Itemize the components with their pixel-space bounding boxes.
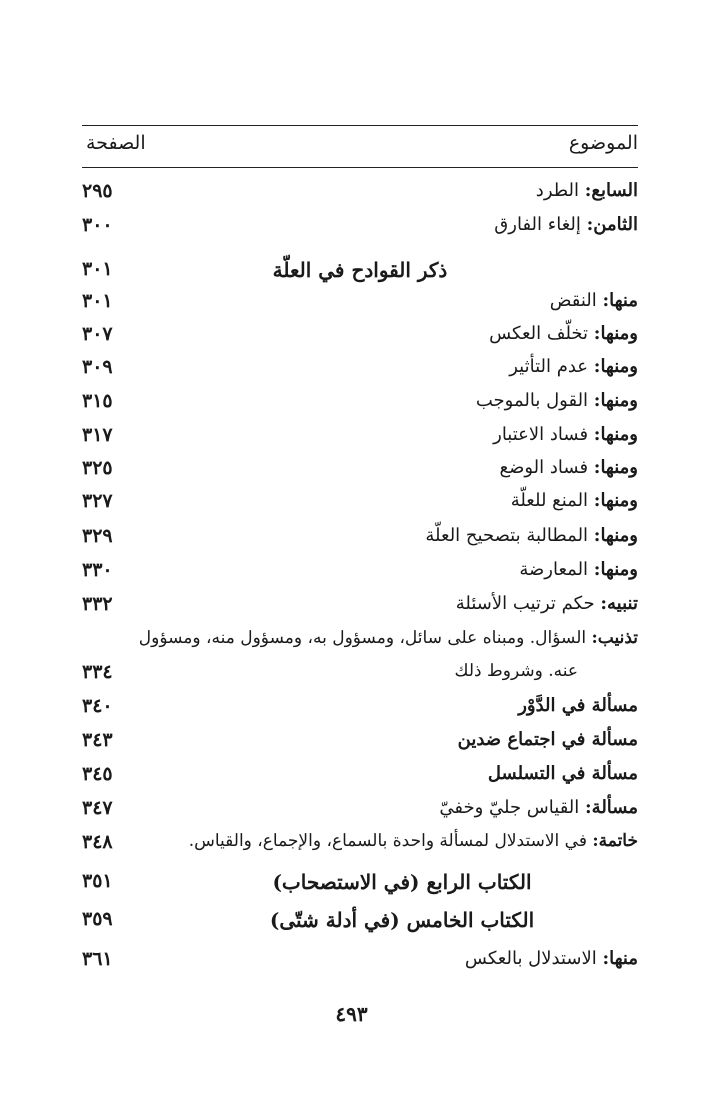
entry-page: ٢٩٥ [82, 180, 113, 202]
toc-entry [82, 831, 638, 865]
entry-page: ٣٠١ [82, 290, 113, 312]
toc-entry [82, 424, 638, 458]
entry-text: الكتاب الخامس (في أدلة شتّى) [269, 908, 535, 932]
entry-page: ٣٥١ [82, 870, 113, 892]
entry-text: الاستدلال بالعكس [464, 948, 597, 969]
entry-page: ٣٢٩ [82, 525, 113, 547]
toc-entry [82, 390, 638, 424]
entry-label: ومنها: [593, 424, 638, 445]
entry-text: الكتاب الرابع (في الاستصحاب) [272, 870, 532, 894]
entry-label: ومنها: [593, 356, 638, 377]
toc-entry [82, 763, 638, 797]
header-rule [82, 167, 638, 168]
entry-text: القول بالموجب [475, 390, 589, 411]
toc-entry [82, 457, 638, 491]
toc-entry [82, 593, 638, 627]
entry-text: مسألة في اجتماع ضدين [457, 729, 638, 750]
toc-entry-continuation [82, 661, 638, 691]
entry-page: ٣١٥ [82, 390, 113, 412]
entry-text: في الاستدلال لمسألة واحدة بالسماع، والإجماع، والقياس. [188, 831, 587, 851]
entry-page: ٣٠٧ [82, 323, 113, 345]
toc-entry [82, 797, 638, 831]
entry-text: السؤال. ومبناه على سائل، ومسؤول به، ومسؤول منه، ومسؤول [138, 628, 587, 648]
entry-page: ٣٠٩ [82, 356, 113, 378]
toc-entry [82, 695, 638, 729]
entry-label: الثامن: [586, 214, 638, 235]
toc-entry [82, 948, 638, 982]
toc-entry [82, 628, 638, 658]
entry-page: ٣٤٠ [82, 695, 113, 717]
entry-text: عدم التأثير [509, 356, 589, 377]
toc-entry [82, 290, 638, 324]
page-column-label: الصفحة [86, 132, 146, 154]
entry-page: ٣٤٨ [82, 831, 113, 853]
toc-entry [82, 729, 638, 763]
entry-text: المعارضة [519, 559, 589, 580]
toc-entry [82, 525, 638, 559]
top-rule [82, 125, 638, 126]
entry-text: ذكر القوادح في العلّة [272, 258, 448, 282]
topic-column-label: الموضوع [568, 132, 638, 154]
entry-label: خاتمة: [592, 831, 638, 851]
toc-entry [82, 180, 638, 214]
entry-label: مسألة: [585, 797, 638, 818]
entry-label: تذنيب: [591, 628, 638, 648]
entry-label: ومنها: [593, 390, 638, 411]
entry-text: حكم ترتيب الأسئلة [455, 593, 595, 614]
entry-page: ٣٣٠ [82, 559, 113, 581]
toc-entry [82, 214, 638, 248]
entry-text: فساد الوضع [499, 457, 589, 478]
entry-page: ٣٣٤ [82, 661, 113, 683]
entry-label: ومنها: [593, 525, 638, 546]
entry-label: ومنها: [593, 457, 638, 478]
entry-page: ٣٣٢ [82, 593, 113, 615]
entry-text: الطرد [535, 180, 579, 201]
entry-page: ٣٠٠ [82, 214, 113, 236]
page-number: ٤٩٣ [335, 1002, 368, 1026]
entry-text: تخلّف العكس [489, 323, 589, 344]
entry-text: عنه. وشروط ذلك [454, 661, 578, 681]
entry-text: مسألة في التسلسل [487, 763, 638, 784]
entry-label: تنبيه: [600, 593, 638, 614]
entry-page: ٣١٧ [82, 424, 113, 446]
entry-label: ومنها: [593, 323, 638, 344]
entry-page: ٣٠١ [82, 258, 113, 280]
entry-text: النقض [549, 290, 597, 311]
entry-text: القياس جليّ وخفيّ [439, 797, 580, 818]
entry-page: ٣٢٥ [82, 457, 113, 479]
entry-label: السابع: [584, 180, 638, 201]
table-header [82, 132, 638, 162]
entry-text: مسألة في الدَّوْر [518, 695, 638, 716]
entry-label: منها: [602, 290, 638, 311]
entry-text: المنع للعلّة [510, 490, 589, 511]
toc-book-heading [82, 870, 638, 904]
entry-text: فساد الاعتبار [493, 424, 589, 445]
toc-entry [82, 559, 638, 593]
entry-label: ومنها: [593, 490, 638, 511]
toc-entry [82, 356, 638, 390]
entry-text: المطالبة بتصحيح العلّة [425, 525, 589, 546]
toc-entry [82, 490, 638, 524]
entry-page: ٣٤٥ [82, 763, 113, 785]
toc-entry [82, 323, 638, 357]
entry-label: منها: [602, 948, 638, 969]
entry-page: ٣٥٩ [82, 908, 113, 930]
toc-section-heading [82, 258, 638, 292]
entry-page: ٣٤٧ [82, 797, 113, 819]
toc-book-heading [82, 908, 638, 942]
entry-page: ٣٦١ [82, 948, 113, 970]
entry-text: إلغاء الفارق [494, 214, 581, 235]
entry-label: ومنها: [593, 559, 638, 580]
entry-page: ٣٤٣ [82, 729, 113, 751]
entry-page: ٣٢٧ [82, 490, 113, 512]
